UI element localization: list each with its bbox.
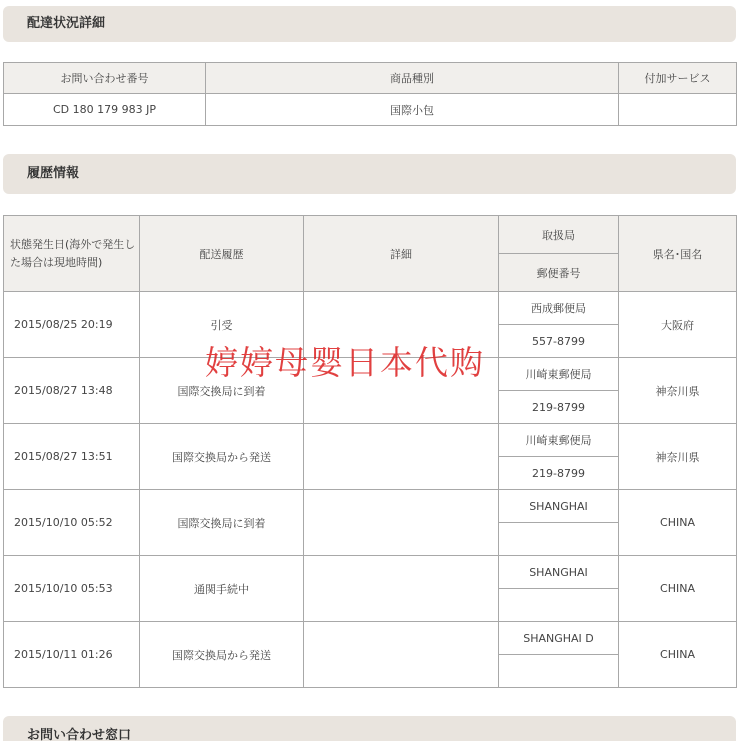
event-detail	[304, 292, 499, 358]
event-history: 国際交換局から発送	[140, 424, 304, 490]
event-history: 国際交換局に到着	[140, 490, 304, 556]
event-postal-code	[499, 589, 619, 622]
event-postal-code: 219-8799	[499, 457, 619, 490]
table-row	[4, 490, 737, 523]
column-header-item-type: 商品種別	[206, 63, 619, 94]
event-date: 2015/08/27 13:48	[4, 358, 140, 424]
event-office: SHANGHAI	[499, 490, 619, 523]
tracking-number: CD 180 179 983 JP	[4, 94, 206, 126]
history-table	[3, 215, 737, 688]
event-postal-code	[499, 523, 619, 556]
event-date: 2015/10/10 05:53	[4, 556, 140, 622]
event-region: 神奈川県	[619, 358, 737, 424]
delivery-detail-table	[3, 62, 737, 126]
column-header-detail: 詳細	[304, 216, 499, 292]
table-row	[4, 94, 737, 126]
table-row	[4, 292, 737, 325]
event-history: 引受	[140, 292, 304, 358]
history-info-title: 履歴情報	[27, 166, 80, 181]
column-header-date: 状態発生日(海外で発生した場合は現地時間)	[4, 216, 140, 292]
event-detail	[304, 556, 499, 622]
inquiry-header	[3, 716, 736, 741]
event-region: CHINA	[619, 622, 737, 688]
event-office: 西成郵便局	[499, 292, 619, 325]
column-header-office: 取扱局	[499, 216, 619, 254]
column-header-additional-service: 付加サービス	[619, 63, 737, 94]
column-header-tracking-number: お問い合わせ番号	[4, 63, 206, 94]
table-row	[4, 622, 737, 655]
table-row	[4, 358, 737, 391]
table-header-row	[4, 216, 737, 254]
column-header-postal-code: 郵便番号	[499, 254, 619, 292]
event-office: 川崎東郵便局	[499, 424, 619, 457]
event-date: 2015/08/27 13:51	[4, 424, 140, 490]
additional-service	[619, 94, 737, 126]
event-office: SHANGHAI	[499, 556, 619, 589]
watermark-text: 婷婷母婴日本代购	[205, 343, 485, 382]
event-region: CHINA	[619, 556, 737, 622]
event-date: 2015/08/25 20:19	[4, 292, 140, 358]
event-region: 神奈川県	[619, 424, 737, 490]
event-office: SHANGHAI D	[499, 622, 619, 655]
event-history: 国際交換局に到着	[140, 358, 304, 424]
column-header-region: 県名･国名	[619, 216, 737, 292]
event-detail	[304, 358, 499, 424]
event-postal-code	[499, 655, 619, 688]
inquiry-title: お問い合わせ窓口	[27, 728, 132, 741]
event-postal-code: 219-8799	[499, 391, 619, 424]
delivery-status-title: 配達状況詳細	[27, 16, 106, 31]
event-date: 2015/10/10 05:52	[4, 490, 140, 556]
item-type: 国際小包	[206, 94, 619, 126]
event-office: 川崎東郵便局	[499, 358, 619, 391]
column-header-history: 配送履歴	[140, 216, 304, 292]
event-history: 通関手続中	[140, 556, 304, 622]
history-info-header	[3, 154, 736, 194]
table-header-row	[4, 63, 737, 94]
event-detail	[304, 490, 499, 556]
event-postal-code: 557-8799	[499, 325, 619, 358]
event-detail	[304, 622, 499, 688]
table-row	[4, 424, 737, 457]
event-detail	[304, 424, 499, 490]
delivery-status-header	[3, 6, 736, 42]
event-region: CHINA	[619, 490, 737, 556]
event-region: 大阪府	[619, 292, 737, 358]
event-date: 2015/10/11 01:26	[4, 622, 140, 688]
table-row	[4, 556, 737, 589]
event-history: 国際交換局から発送	[140, 622, 304, 688]
